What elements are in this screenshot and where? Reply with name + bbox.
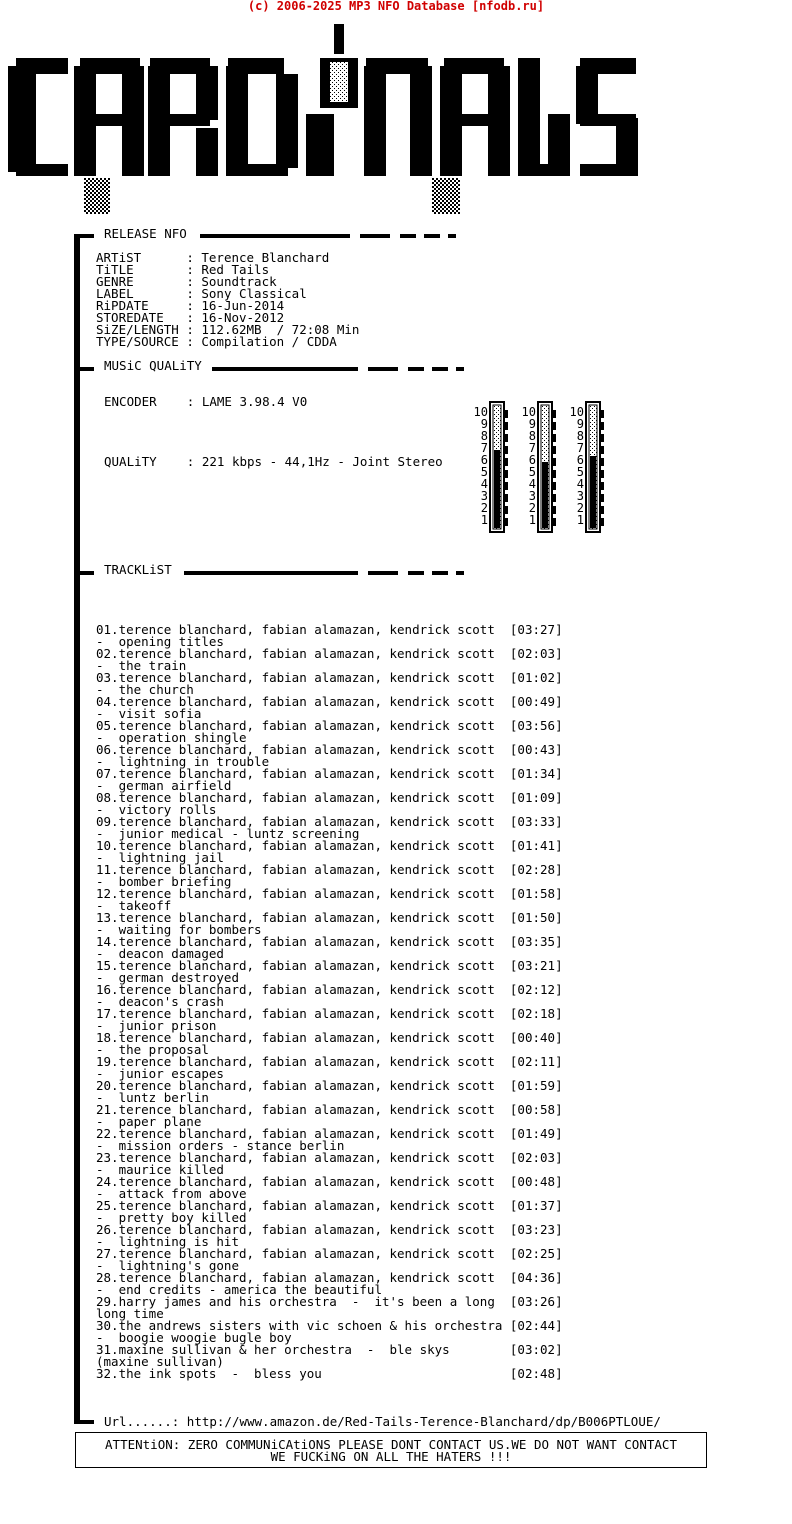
- meter-tick: [601, 434, 604, 442]
- track-item: [96, 1008, 563, 1032]
- track-line-1: 04.terence blanchard, fabian alamazan, kendrick scott [00:49]: [96, 694, 563, 709]
- track-line-1: 05.terence blanchard, fabian alamazan, kendrick scott [03:56]: [96, 718, 563, 733]
- notice-line-1: ATTENtiON: ZERO COMMUNiCAtiONS PLEASE DONT CONTACT US.WE DO NOT WANT CONTACT: [105, 1437, 677, 1452]
- track-line-2: - takeoff: [96, 898, 172, 913]
- track-line-1: 10.terence blanchard, fabian alamazan, kendrick scott [01:41]: [96, 838, 563, 853]
- meter-scale-label: 8: [480, 429, 488, 443]
- notice-box: [75, 1432, 707, 1468]
- meter-tick: [505, 410, 508, 418]
- track-line-1: 30.the andrews sisters with vic schoen & his orchestra [02:44]: [96, 1318, 563, 1333]
- meter-scale-label: 7: [528, 441, 536, 455]
- meter-tick: [601, 446, 604, 454]
- track-item: [96, 1056, 563, 1080]
- meter-tick: [505, 458, 508, 466]
- track-item: [96, 888, 563, 912]
- meter-tick: [505, 446, 508, 454]
- track-item: [96, 984, 563, 1008]
- track-line-1: 09.terence blanchard, fabian alamazan, kendrick scott [03:33]: [96, 814, 563, 829]
- meter-scale-label: 10: [569, 405, 584, 419]
- track-line-1: 16.terence blanchard, fabian alamazan, kendrick scott [02:12]: [96, 982, 563, 997]
- release-info-rule-dash-3: [424, 234, 440, 238]
- track-line-1: 29.harry james and his orchestra - it's been a long [03:26]: [96, 1294, 563, 1309]
- meter-tick: [505, 434, 508, 442]
- track-line-2: - attack from above: [96, 1186, 247, 1201]
- track-line-1: 28.terence blanchard, fabian alamazan, kendrick scott [04:36]: [96, 1270, 563, 1285]
- track-line-1: 20.terence blanchard, fabian alamazan, kendrick scott [01:59]: [96, 1078, 563, 1093]
- music-quality-rule: [212, 367, 358, 371]
- track-item: [96, 1296, 563, 1320]
- meter-tick: [601, 458, 604, 466]
- track-line-2: - paper plane: [96, 1114, 202, 1129]
- meter-tick: [601, 470, 604, 478]
- track-line-1: 24.terence blanchard, fabian alamazan, kendrick scott [00:48]: [96, 1174, 563, 1189]
- release-info: [96, 252, 359, 348]
- track-line-2: (maxine sullivan): [96, 1354, 224, 1369]
- release-info-rule-dash-2: [400, 234, 416, 238]
- track-line-1: 27.terence blanchard, fabian alamazan, kendrick scott [02:25]: [96, 1246, 563, 1261]
- music-quality-rule-dash-3: [432, 367, 448, 371]
- meter-tick: [601, 410, 604, 418]
- release-row-storedate: STOREDATE : 16-Nov-2012: [96, 310, 285, 325]
- meter-scale-label: 4: [480, 477, 488, 491]
- track-item: [96, 816, 563, 840]
- track-item: [96, 936, 563, 960]
- track-item: [96, 912, 563, 936]
- meter-tick: [505, 506, 508, 514]
- track-line-1: 12.terence blanchard, fabian alamazan, kendrick scott [01:58]: [96, 886, 563, 901]
- track-item: [96, 1272, 563, 1296]
- meter-scale-label: 3: [528, 489, 536, 503]
- music-quality-cap: [74, 367, 94, 371]
- track-line-1: 32.the ink spots - bless you [02:48]: [96, 1366, 563, 1381]
- track-item: [96, 648, 563, 672]
- track-line-1: 03.terence blanchard, fabian alamazan, kendrick scott [01:02]: [96, 670, 563, 685]
- meter-tick: [505, 470, 508, 478]
- track-line-1: 08.terence blanchard, fabian alamazan, kendrick scott [01:09]: [96, 790, 563, 805]
- track-line-1: 25.terence blanchard, fabian alamazan, kendrick scott [01:37]: [96, 1198, 563, 1213]
- track-item: [96, 1152, 563, 1176]
- track-line-1: 14.terence blanchard, fabian alamazan, kendrick scott [03:35]: [96, 934, 563, 949]
- track-item: [96, 840, 563, 864]
- track-line-1: 26.terence blanchard, fabian alamazan, kendrick scott [03:23]: [96, 1222, 563, 1237]
- track-item: [96, 624, 563, 648]
- meter-scale-label: 6: [528, 453, 536, 467]
- track-item: [96, 696, 563, 720]
- meter-scale-label: 9: [576, 417, 584, 431]
- track-line-2: - pretty boy killed: [96, 1210, 247, 1225]
- frame-top-cap: [74, 234, 94, 238]
- url-cap: [74, 1420, 94, 1424]
- meter-tick: [553, 458, 556, 466]
- release-info-rule: [200, 234, 350, 238]
- meter-tick: [553, 470, 556, 478]
- track-line-2: - operation shingle: [96, 730, 247, 745]
- meter-scale-label: 3: [576, 489, 584, 503]
- url-line: Url......: http://www.amazon.de/Red-Tails-Terence-Blanchard/dp/B006PTLOUE/: [104, 1414, 661, 1429]
- track-line-2: - mission orders - stance berlin: [96, 1138, 345, 1153]
- track-line-2: - bomber briefing: [96, 874, 232, 889]
- track-line-1: 07.terence blanchard, fabian alamazan, kendrick scott [01:34]: [96, 766, 563, 781]
- track-item: [96, 1320, 563, 1344]
- meter-3: [570, 402, 604, 532]
- tracklist-rule-dash-2: [408, 571, 424, 575]
- meter-scale-label: 10: [521, 405, 536, 419]
- meter-scale-label: 5: [480, 465, 488, 479]
- track-line-2: - the church: [96, 682, 194, 697]
- track-item: [96, 960, 563, 984]
- meter-scale-label: 5: [528, 465, 536, 479]
- logo-letter-i: [306, 24, 358, 176]
- track-line-1: 02.terence blanchard, fabian alamazan, kendrick scott [02:03]: [96, 646, 563, 661]
- tracklist-rule-dash-4: [456, 571, 464, 575]
- track-item: [96, 744, 563, 768]
- track-line-2: - lightning's gone: [96, 1258, 239, 1273]
- quality-line: QUALiTY : 221 kbps - 44,1Hz - Joint Stereo: [104, 454, 443, 469]
- meter-scale-label: 2: [480, 501, 488, 515]
- track-line-2: - german destroyed: [96, 970, 239, 985]
- meter-tick: [601, 494, 604, 502]
- release-info-rule-dash-1: [360, 234, 390, 238]
- track-line-1: 11.terence blanchard, fabian alamazan, kendrick scott [02:28]: [96, 862, 563, 877]
- track-line-2: - deacon damaged: [96, 946, 224, 961]
- track-item: [96, 768, 563, 792]
- track-line-1: 15.terence blanchard, fabian alamazan, kendrick scott [03:21]: [96, 958, 563, 973]
- track-item: [96, 720, 563, 744]
- music-quality-rule-dash-2: [408, 367, 424, 371]
- meter-scale-label: 1: [480, 513, 488, 527]
- track-line-1: 17.terence blanchard, fabian alamazan, kendrick scott [02:18]: [96, 1006, 563, 1021]
- track-line-2: - waiting for bombers: [96, 922, 262, 937]
- track-line-2: - the proposal: [96, 1042, 209, 1057]
- track-line-1: 22.terence blanchard, fabian alamazan, kendrick scott [01:49]: [96, 1126, 563, 1141]
- release-row-title: TiTLE : Red Tails: [96, 262, 270, 277]
- track-line-2: - the train: [96, 658, 187, 673]
- meter-scale-label: 6: [480, 453, 488, 467]
- meter-scale-label: 7: [480, 441, 488, 455]
- meter-tick: [601, 482, 604, 490]
- meter-tick: [553, 506, 556, 514]
- track-line-2: - end credits - america the beautiful: [96, 1282, 382, 1297]
- tracklist-rule-dash-1: [368, 571, 398, 575]
- track-line-1: 31.maxine sullivan & her orchestra - ble skys [03:02]: [96, 1342, 563, 1357]
- release-row-label: LABEL : Sony Classical: [96, 286, 307, 301]
- meter-scale-label: 4: [528, 477, 536, 491]
- track-line-2: - boogie woogie bugle boy: [96, 1330, 292, 1345]
- meter-tick: [505, 422, 508, 430]
- release-row-artist: ARTiST : Terence Blanchard: [96, 250, 330, 265]
- tracklist: [96, 624, 563, 1380]
- release-row-type: TYPE/SOURCE : Compilation / CDDA: [96, 334, 337, 349]
- track-line-1: 23.terence blanchard, fabian alamazan, kendrick scott [02:03]: [96, 1150, 563, 1165]
- track-line-1: 06.terence blanchard, fabian alamazan, kendrick scott [00:43]: [96, 742, 563, 757]
- track-line-2: - victory rolls: [96, 802, 217, 817]
- track-line-1: 21.terence blanchard, fabian alamazan, kendrick scott [00:58]: [96, 1102, 563, 1117]
- meter-scale-label: 7: [576, 441, 584, 455]
- meter-tick: [553, 482, 556, 490]
- release-row-genre: GENRE : Soundtrack: [96, 274, 277, 289]
- track-line-2: - maurice killed: [96, 1162, 224, 1177]
- track-item: [96, 1224, 563, 1248]
- track-line-2: - junior medical - luntz screening: [96, 826, 360, 841]
- track-item: [96, 1200, 563, 1224]
- track-line-1: 19.terence blanchard, fabian alamazan, kendrick scott [02:11]: [96, 1054, 563, 1069]
- meter-tick: [601, 422, 604, 430]
- track-item: [96, 1176, 563, 1200]
- meter-tick: [553, 410, 556, 418]
- meter-tick: [553, 494, 556, 502]
- track-item: [96, 1032, 563, 1056]
- frame-left-bar: [74, 234, 80, 1424]
- meter-scale-label: 4: [576, 477, 584, 491]
- track-line-1: 18.terence blanchard, fabian alamazan, kendrick scott [00:40]: [96, 1030, 563, 1045]
- meter-tick: [505, 494, 508, 502]
- track-line-2: - junior escapes: [96, 1066, 224, 1081]
- section-tracklist: TRACKLiST: [104, 562, 172, 577]
- track-line-2: - visit sofia: [96, 706, 202, 721]
- track-line-2: - lightning is hit: [96, 1234, 239, 1249]
- track-line-2: - luntz berlin: [96, 1090, 209, 1105]
- track-line-2: - lightning jail: [96, 850, 224, 865]
- logo-letter-r: [148, 58, 218, 176]
- tracklist-rule-dash-3: [432, 571, 448, 575]
- track-line-1: 01.terence blanchard, fabian alamazan, kendrick scott [03:27]: [96, 622, 563, 637]
- meter-tick: [553, 434, 556, 442]
- track-item: [96, 672, 563, 696]
- logo-letter-a: [74, 58, 144, 176]
- release-row-size: SiZE/LENGTH : 112.62MB / 72:08 Min: [96, 322, 360, 337]
- track-item: [96, 1104, 563, 1128]
- meter-tick: [505, 482, 508, 490]
- meter-scale-label: 8: [576, 429, 584, 443]
- meter-tick: [553, 446, 556, 454]
- logo-letter-d: [226, 58, 298, 176]
- logo-letter-a2: [440, 58, 510, 176]
- meter-scale-label: 9: [480, 417, 488, 431]
- tracklist-cap: [74, 571, 94, 575]
- meter-tick: [553, 518, 556, 526]
- meter-2: [522, 402, 556, 532]
- meter-scale-label: 2: [528, 501, 536, 515]
- track-line-1: 13.terence blanchard, fabian alamazan, kendrick scott [01:50]: [96, 910, 563, 925]
- section-release-info: RELEASE NFO: [104, 226, 187, 241]
- track-line-2: - junior prison: [96, 1018, 217, 1033]
- track-line-2: - lightning in trouble: [96, 754, 270, 769]
- level-meters: [472, 400, 612, 538]
- tracklist-rule: [184, 571, 358, 575]
- meter-tick: [601, 506, 604, 514]
- section-music-quality: MUSiC QUALiTY: [104, 358, 202, 373]
- meter-level: [542, 462, 548, 528]
- meter-scale-label: 9: [528, 417, 536, 431]
- meter-tick: [553, 422, 556, 430]
- amazon-url[interactable]: http://www.amazon.de/Red-Tails-Terence-Blanchard/dp/B006PTLOUE/: [186, 1414, 661, 1429]
- track-item: [96, 1368, 563, 1380]
- cardinals-logo: [0, 18, 792, 218]
- track-item: [96, 1128, 563, 1152]
- release-info-rule-dash-4: [448, 234, 456, 238]
- meter-scale-label: 3: [480, 489, 488, 503]
- meter-scale-label: 6: [576, 453, 584, 467]
- music-quality-rule-dash-4: [456, 367, 464, 371]
- track-line-2: - german airfield: [96, 778, 232, 793]
- meter-tick: [505, 518, 508, 526]
- track-item: [96, 792, 563, 816]
- meter-scale-label: 5: [576, 465, 584, 479]
- meter-level: [590, 456, 596, 528]
- track-line-2: - deacon's crash: [96, 994, 224, 1009]
- release-row-ripdate: RiPDATE : 16-Jun-2014: [96, 298, 285, 313]
- notice-line-2: WE FUCKiNG ON ALL THE HATERS !!!: [270, 1449, 512, 1464]
- encoder-line: ENCODER : LAME 3.98.4 V0: [104, 394, 308, 409]
- meter-scale-label: 1: [576, 513, 584, 527]
- meter-scale-label: 10: [473, 405, 488, 419]
- track-item: [96, 864, 563, 888]
- meter-level: [494, 450, 500, 528]
- meter-scale-label: 8: [528, 429, 536, 443]
- track-item: [96, 1248, 563, 1272]
- track-item: [96, 1080, 563, 1104]
- logo-letter-s: [576, 58, 638, 176]
- meter-tick: [601, 518, 604, 526]
- meter-1: [474, 402, 508, 532]
- logo-letter-i2: [548, 114, 570, 176]
- music-quality-rule-dash-1: [368, 367, 398, 371]
- track-line-2: long time: [96, 1306, 164, 1321]
- track-item: [96, 1344, 563, 1368]
- copyright-banner: (c) 2006-2025 MP3 NFO Database [nfodb.ru]: [247, 0, 545, 13]
- meter-scale-label: 2: [576, 501, 584, 515]
- meter-scale-label: 1: [528, 513, 536, 527]
- track-line-2: - opening titles: [96, 634, 224, 649]
